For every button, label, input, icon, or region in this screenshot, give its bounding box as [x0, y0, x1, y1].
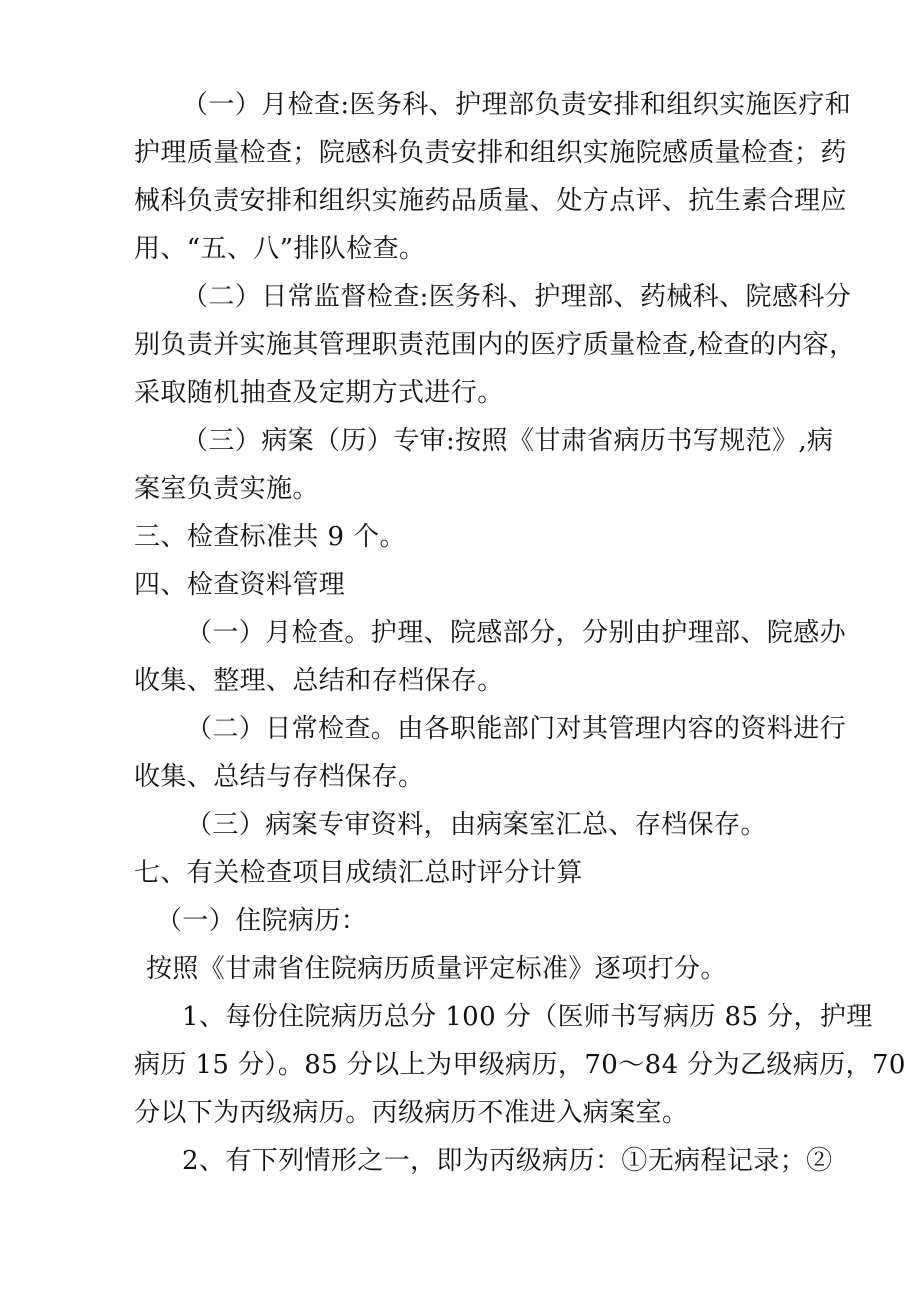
- paragraph-line: （三）病案专审资料，由病案室汇总、存档保存。: [186, 810, 767, 840]
- paragraph-line: 按照《甘肃省住院病历质量评定标准》逐项打分。: [146, 954, 727, 984]
- paragraph-line: 护理质量检查；院感科负责安排和组织实施院感质量检查；药: [134, 138, 847, 168]
- paragraph-line: 别负责并实施其管理职责范围内的医疗质量检查,检查的内容，: [134, 330, 856, 360]
- paragraph-line: 采取随机抽查及定期方式进行。: [134, 378, 504, 408]
- paragraph-line: （二）日常检查。由各职能部门对其管理内容的资料进行: [186, 714, 847, 744]
- paragraph-line: 病历 15 分）。85 分以上为甲级病历，70～84 分为乙级病历，70: [134, 1050, 906, 1080]
- paragraph-line: 收集、整理、总结和存档保存。: [134, 666, 504, 696]
- paragraph-line: 械科负责安排和组织实施药品质量、处方点评、抗生素合理应: [134, 186, 847, 216]
- section-heading: 七、有关检查项目成绩汇总时评分计算: [134, 858, 583, 888]
- paragraph-line: 2、有下列情形之一，即为丙级病历：①无病程记录；②: [182, 1146, 833, 1176]
- paragraph-line: （一）月检查:医务科、护理部负责安排和组织实施医疗和: [182, 90, 852, 120]
- paragraph-line: 分以下为丙级病历。丙级病历不准进入病案室。: [134, 1098, 689, 1128]
- section-heading: 四、检查资料管理: [134, 570, 346, 600]
- paragraph-line: （三）病案（历）专审:按照《甘肃省病历书写规范》,病: [182, 426, 834, 456]
- paragraph-line: （一）月检查。护理、院感部分，分别由护理部、院感办: [186, 618, 847, 648]
- paragraph-line: （一）住院病历：: [156, 906, 368, 936]
- paragraph-line: 用、“五、八”排队检查。: [134, 234, 426, 264]
- paragraph-line: （二）日常监督检查:医务科、护理部、药械科、院感科分: [182, 282, 852, 312]
- paragraph-line: 收集、总结与存档保存。: [134, 762, 425, 792]
- paragraph-line: 案室负责实施。: [134, 474, 319, 504]
- paragraph-line: 1、每份住院病历总分 100 分（医师书写病历 85 分，护理: [182, 1002, 873, 1032]
- section-heading: 三、检查标准共 9 个。: [134, 522, 406, 552]
